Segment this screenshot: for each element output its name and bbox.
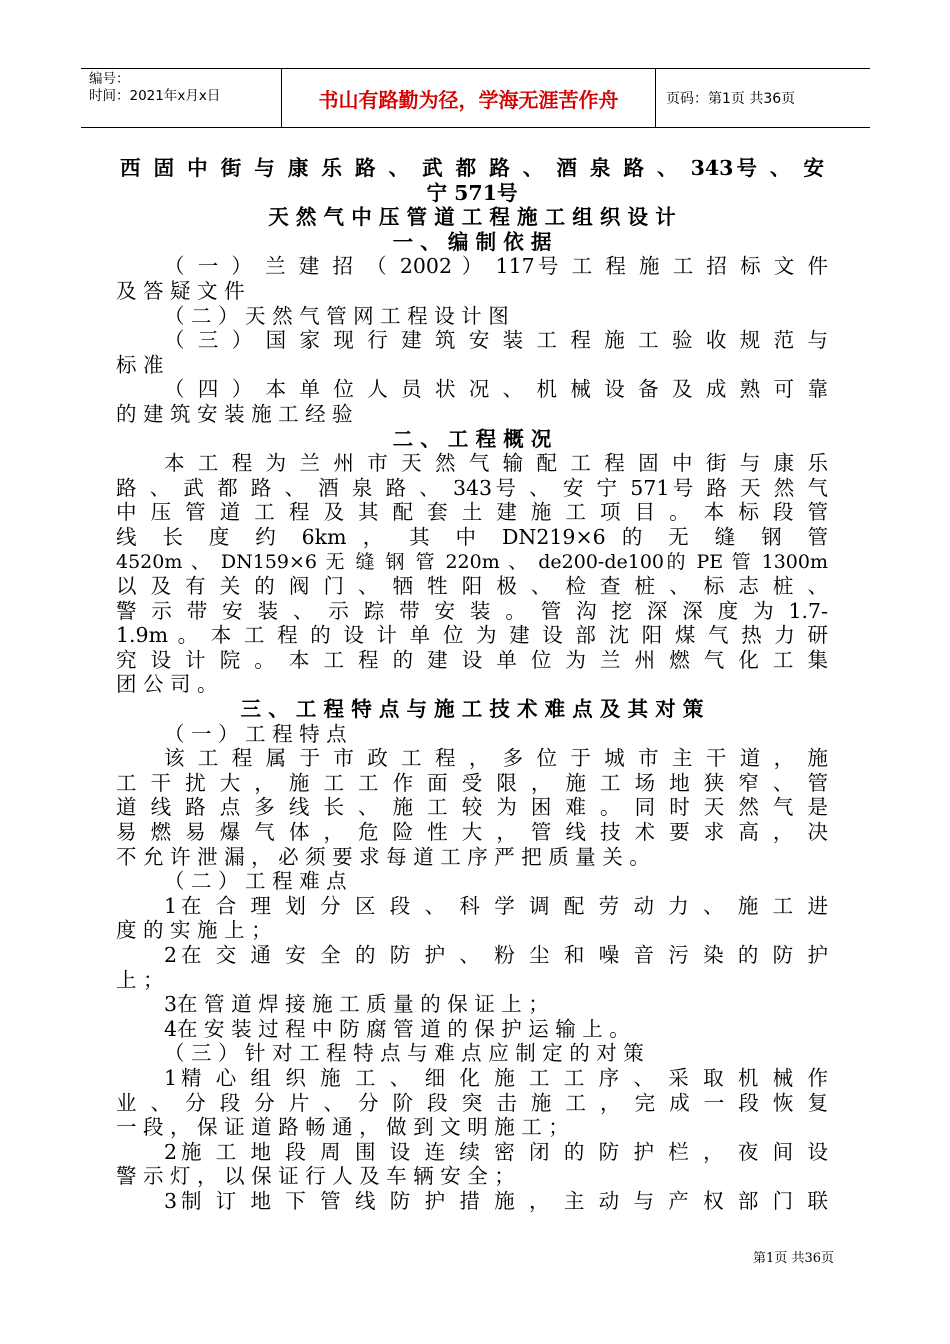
paragraph-line: 标 准 (116, 352, 164, 377)
paragraph-line: （ 一 ） 兰 建 招 （ 2002 ） 117号 工 程 施 工 招 标 文 件 (164, 254, 828, 279)
paragraph-line: 易 燃 易 爆 气 体 ， 危 险 性 大 ， 管 线 技 术 要 求 高 ， 决 (116, 820, 828, 845)
paragraph-line: 线 长 度 约 6km ， 其 中 DN219×6 的 无 缝 钢 管 (116, 524, 828, 549)
section-heading: 二 、 工 程 概 况 (392, 426, 552, 451)
list-item: 上 ； (116, 967, 164, 992)
paragraph-line: 路 、 武 都 路 、 酒 泉 路 、 343号 、 安 宁 571号 路 天 然 气 (116, 475, 828, 500)
paragraph-line: 不 允 许 泄 漏 ， 必 须 要 求 每 道 工 序 严 把 质 量 关 。 (116, 844, 650, 869)
paragraph-line: 以 及 有 关 的 阀 门 、 牺 牲 阳 极 、 检 查 桩 、 标 志 桩 、 (116, 574, 828, 599)
paragraph-line: 究 设 计 院 。 本 工 程 的 建 设 单 位 为 兰 州 燃 气 化 工 集 (116, 647, 828, 672)
paragraph-line: 及 答 疑 文 件 (116, 278, 245, 303)
list-item: 2施 工 地 段 周 围 设 连 续 密 闭 的 防 护 栏 ， 夜 间 设 (164, 1139, 828, 1164)
paragraph-line: 中 压 管 道 工 程 及 其 配 套 土 建 施 工 项 目 。 本 标 段 管 (116, 500, 828, 525)
list-item: 业 、 分 段 分 片 、 分 阶 段 突 击 施 工 ， 完 成 一 段 恢 复 (116, 1090, 828, 1115)
paragraph-line: 的 建 筑 安 装 施 工 经 验 (116, 401, 353, 426)
section-heading: 三 、 工 程 特 点 与 施 工 技 术 难 点 及 其 对 策 (240, 697, 704, 722)
paragraph-line: （ 三 ） 国 家 现 行 建 筑 安 装 工 程 施 工 验 收 规 范 与 (164, 328, 828, 353)
page-header (81, 68, 870, 128)
list-item: 2在 交 通 安 全 的 防 护 、 粉 尘 和 噪 音 污 染 的 防 护 (164, 943, 828, 967)
paragraph-line: 4520m 、 DN159×6 无 缝 钢 管 220m 、 de200-de100的 PE 管 1300m (116, 550, 828, 573)
list-item: 度 的 实 施 上 ； (116, 918, 272, 943)
list-item: 3在 管 道 焊 接 施 工 质 量 的 保 证 上 ； (164, 992, 549, 1017)
serial-label: 编号： (89, 71, 130, 87)
section-heading: 一 、 编 制 依 据 (392, 229, 552, 254)
paragraph-line: 警 示 带 安 装 、 示 踪 带 安 装 。 管 沟 挖 深 深 度 为 1.7- (116, 598, 828, 623)
date-label: 时间：2021年x月x日 (89, 88, 221, 104)
list-item: 3制 订 地 下 管 线 防 护 措 施 ， 主 动 与 产 权 部 门 联 (164, 1188, 828, 1213)
paragraph-line: 该 工 程 属 于 市 政 工 程 ， 多 位 于 城 市 主 干 道 ， 施 (164, 746, 828, 771)
header-page-number: 页码：第1页 共36页 (666, 91, 796, 107)
paragraph-line: （ 二 ） 天 然 气 管 网 工 程 设 计 图 (164, 303, 509, 328)
paragraph-line: 工 干 扰 大 ， 施 工 工 作 面 受 限 ， 施 工 场 地 狭 窄 、 管 (116, 770, 828, 795)
document-body (116, 156, 828, 1214)
title-line: 天 然 气 中 压 管 道 工 程 施 工 组 织 设 计 (268, 205, 676, 230)
subsection-heading: （ 二 ） 工 程 难 点 (164, 869, 347, 894)
page-footer: 第1页 共36页 (753, 1251, 834, 1266)
paragraph-line: 团 公 司 。 (116, 672, 218, 697)
header-meta (89, 71, 220, 105)
list-item: 一 段 ， 保 证 道 路 畅 通 ， 做 到 文 明 施 工 ； (116, 1115, 569, 1140)
subsection-heading: （ 一 ） 工 程 特 点 (164, 721, 347, 746)
title-line: 西 固 中 街 与 康 乐 路 、 武 都 路 、 酒 泉 路 、 343号 、 安 (120, 156, 824, 180)
subsection-heading: （ 三 ） 针 对 工 程 特 点 与 难 点 应 制 定 的 对 策 (164, 1041, 644, 1066)
list-item: 1精 心 组 织 施 工 、 细 化 施 工 工 序 、 采 取 机 械 作 (164, 1065, 828, 1090)
title-line: 宁 571号 (426, 180, 518, 205)
paragraph-line: 本 工 程 为 兰 州 市 天 然 气 输 配 工 程 固 中 街 与 康 乐 (164, 451, 828, 476)
paragraph-line: 1.9m 。 本 工 程 的 设 计 单 位 为 建 设 部 沈 阳 煤 气 热 力 研 (116, 623, 828, 648)
list-item: 1在 合 理 划 分 区 段 、 科 学 调 配 劳 动 力 、 施 工 进 (164, 893, 828, 918)
list-item: 警 示 灯 ， 以 保 证 行 人 及 车 辆 安 全 ； (116, 1164, 515, 1189)
paragraph-line: （ 四 ） 本 单 位 人 员 状 况 、 机 械 设 备 及 成 熟 可 靠 (164, 377, 828, 402)
header-motto: 书山有路勤为径，学海无涯苦作舟 (318, 87, 619, 112)
paragraph-line: 道 线 路 点 多 线 长 、 施 工 较 为 困 难 。 同 时 天 然 气 是 (116, 795, 828, 820)
list-item: 4在 安 装 过 程 中 防 腐 管 道 的 保 护 运 输 上 。 (164, 1016, 630, 1041)
